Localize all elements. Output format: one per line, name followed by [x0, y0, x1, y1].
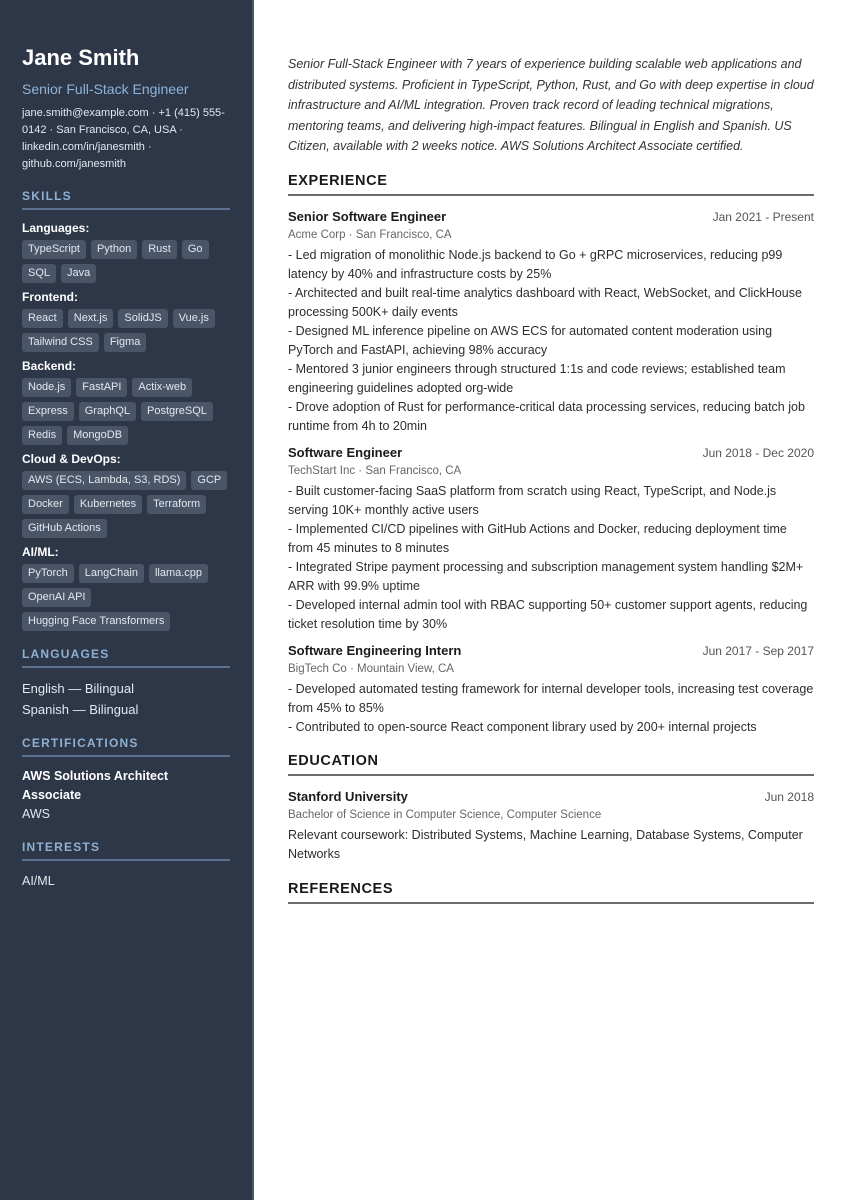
job-date: Jan 2021 - Present: [712, 209, 814, 224]
education-section: [288, 788, 814, 865]
experience-heading: EXPERIENCE: [288, 173, 814, 196]
skill-chip: Terraform: [147, 495, 206, 514]
skill-chip: GCP: [191, 471, 227, 490]
skill-chip: FastAPI: [76, 378, 127, 397]
job-bullet: - Architected and built real-time analytics dashboard with React, WebSocket, and ClickHouse processing 500K+ daily events: [288, 285, 802, 319]
interests-section: [22, 871, 230, 891]
interests-heading: INTERESTS: [22, 840, 230, 861]
job-bullet: - Implemented CI/CD pipelines with GitHub Actions and Docker, reducing deployment time from 45 minutes to 8 minutes: [288, 521, 787, 555]
candidate-title: Senior Full-Stack Engineer: [22, 81, 189, 97]
skill-chip: React: [22, 309, 63, 328]
skill-group-ai-ml: [22, 544, 230, 631]
education-heading: EDUCATION: [288, 753, 814, 776]
skill-chip: Rust: [142, 240, 177, 259]
skill-chip: AWS (ECS, Lambda, S3, RDS): [22, 471, 186, 490]
languages-heading: LANGUAGES: [22, 647, 230, 668]
skill-group-backend: [22, 358, 230, 445]
languages-section: [22, 678, 230, 720]
skill-chip: Express: [22, 402, 74, 421]
job-bullet: - Designed ML inference pipeline on AWS ECS for automated content moderation using PyTorch and FastAPI, achieving 98% accuracy: [288, 323, 773, 357]
skill-chip: Docker: [22, 495, 69, 514]
job-company: Acme Corp · San Francisco, CA: [288, 228, 452, 241]
degree: Bachelor of Science in Computer Science, Computer Science: [288, 808, 602, 821]
job-bullet: - Integrated Stripe payment processing and subscription management system handling $2M+ ARR with 99.9% uptime: [288, 559, 804, 593]
skill-group-label: Frontend:: [22, 290, 78, 304]
skill-chip: Kubernetes: [74, 495, 142, 514]
skill-chip: Java: [61, 264, 96, 283]
job-bullet: - Drove adoption of Rust for performance-critical data processing services, reducing batch job runtime from 4h to 20min: [288, 399, 805, 433]
skill-group-cloud-devops: [22, 451, 230, 538]
skill-group-label: Backend:: [22, 359, 77, 373]
school-name: Stanford University: [288, 788, 408, 804]
job-bullet: - Contributed to open-source React component library used by 200+ internal projects: [288, 719, 757, 734]
job-bullet: - Developed automated testing framework for internal developer tools, increasing test coverage from 45% to 85%: [288, 681, 814, 715]
language-item: English — Bilingual: [22, 681, 135, 696]
job-title: Software Engineering Intern: [288, 642, 462, 658]
skill-chip: Tailwind CSS: [22, 333, 99, 352]
certification-issuer: AWS: [22, 807, 51, 821]
interest-item: AI/ML: [22, 874, 55, 888]
skills-heading: SKILLS: [22, 189, 230, 210]
main-content: [254, 0, 848, 1200]
skill-chip: SolidJS: [118, 309, 167, 328]
skill-chip: MongoDB: [67, 426, 128, 445]
skill-chip: PyTorch: [22, 564, 74, 583]
skill-group-label: AI/ML:: [22, 545, 59, 559]
job-bullet: - Led migration of monolithic Node.js backend to Go + gRPC microservices, reducing p99 latency by 40% and infrastructure costs by 25%: [288, 247, 783, 281]
skill-chip: Redis: [22, 426, 62, 445]
job-entry: [288, 208, 814, 436]
skill-chip: Figma: [104, 333, 147, 352]
certifications-section: [22, 767, 230, 824]
language-item: Spanish — Bilingual: [22, 702, 139, 717]
skill-chip: Python: [91, 240, 137, 259]
job-entry: [288, 642, 814, 737]
sidebar: [0, 0, 254, 1200]
skill-group-label: Languages:: [22, 221, 90, 235]
skill-chip: Hugging Face Transformers: [22, 612, 170, 631]
contact-info: jane.smith@example.com · +1 (415) 555-0142 · San Francisco, CA, USA · linkedin.com/in/janesmith · github.com/janesmith: [22, 107, 225, 170]
job-bullet: - Developed internal admin tool with RBAC supporting 50+ customer support agents, reducing ticket resolution time by 30%: [288, 597, 808, 631]
coursework: Relevant coursework: Distributed Systems, Machine Learning, Database Systems, Computer Networks: [288, 827, 803, 861]
job-title: Software Engineer: [288, 444, 403, 460]
skill-group-languages: [22, 220, 230, 283]
skill-chip: Go: [182, 240, 209, 259]
job-company: TechStart Inc · San Francisco, CA: [288, 464, 462, 477]
job-bullet: - Built customer-facing SaaS platform from scratch using React, TypeScript, and Node.js serving 10K+ monthly active users: [288, 483, 777, 517]
skill-chip: PostgreSQL: [141, 402, 213, 421]
graduation-date: Jun 2018: [764, 789, 814, 804]
skill-group-label: Cloud & DevOps:: [22, 452, 121, 466]
certification-name: AWS Solutions Architect Associate: [22, 769, 169, 802]
skill-chip: SQL: [22, 264, 56, 283]
certifications-heading: CERTIFICATIONS: [22, 736, 230, 757]
job-entry: [288, 444, 814, 634]
professional-summary: Senior Full-Stack Engineer with 7 years of experience building scalable web applications and distributed systems. Proficient in TypeScript, Python, Rust, and Go with deep expertise in cloud infrastructure and AI/ML integration. Proven track record of leading technical migrations, mentoring teams, and delivering high-impact features. Bilingual in English and Spanish. US Citizen, available with 2 weeks notice. AWS Solutions Architect Associate certified.: [288, 57, 814, 153]
job-company: BigTech Co · Mountain View, CA: [288, 662, 454, 675]
job-title: Senior Software Engineer: [288, 208, 447, 224]
job-date: Jun 2018 - Dec 2020: [702, 445, 814, 460]
skill-chip: TypeScript: [22, 240, 86, 259]
skill-chip: llama.cpp: [149, 564, 208, 583]
skill-chip: GraphQL: [79, 402, 136, 421]
job-bullet: - Mentored 3 junior engineers through structured 1:1s and code reviews; established team engineering guidelines adopted org-wide: [288, 361, 786, 395]
skill-chip: LangChain: [79, 564, 144, 583]
skills-section: [22, 220, 230, 631]
experience-section: [288, 208, 814, 737]
candidate-name: Jane Smith: [22, 45, 140, 70]
skill-group-frontend: [22, 289, 230, 352]
skill-chip: Actix-web: [132, 378, 192, 397]
job-date: Jun 2017 - Sep 2017: [702, 643, 814, 658]
skill-chip: GitHub Actions: [22, 519, 107, 538]
skill-chip: Next.js: [68, 309, 114, 328]
references-heading: REFERENCES: [288, 881, 814, 904]
skill-chip: Vue.js: [173, 309, 215, 328]
skill-chip: Node.js: [22, 378, 71, 397]
skill-chip: OpenAI API: [22, 588, 91, 607]
